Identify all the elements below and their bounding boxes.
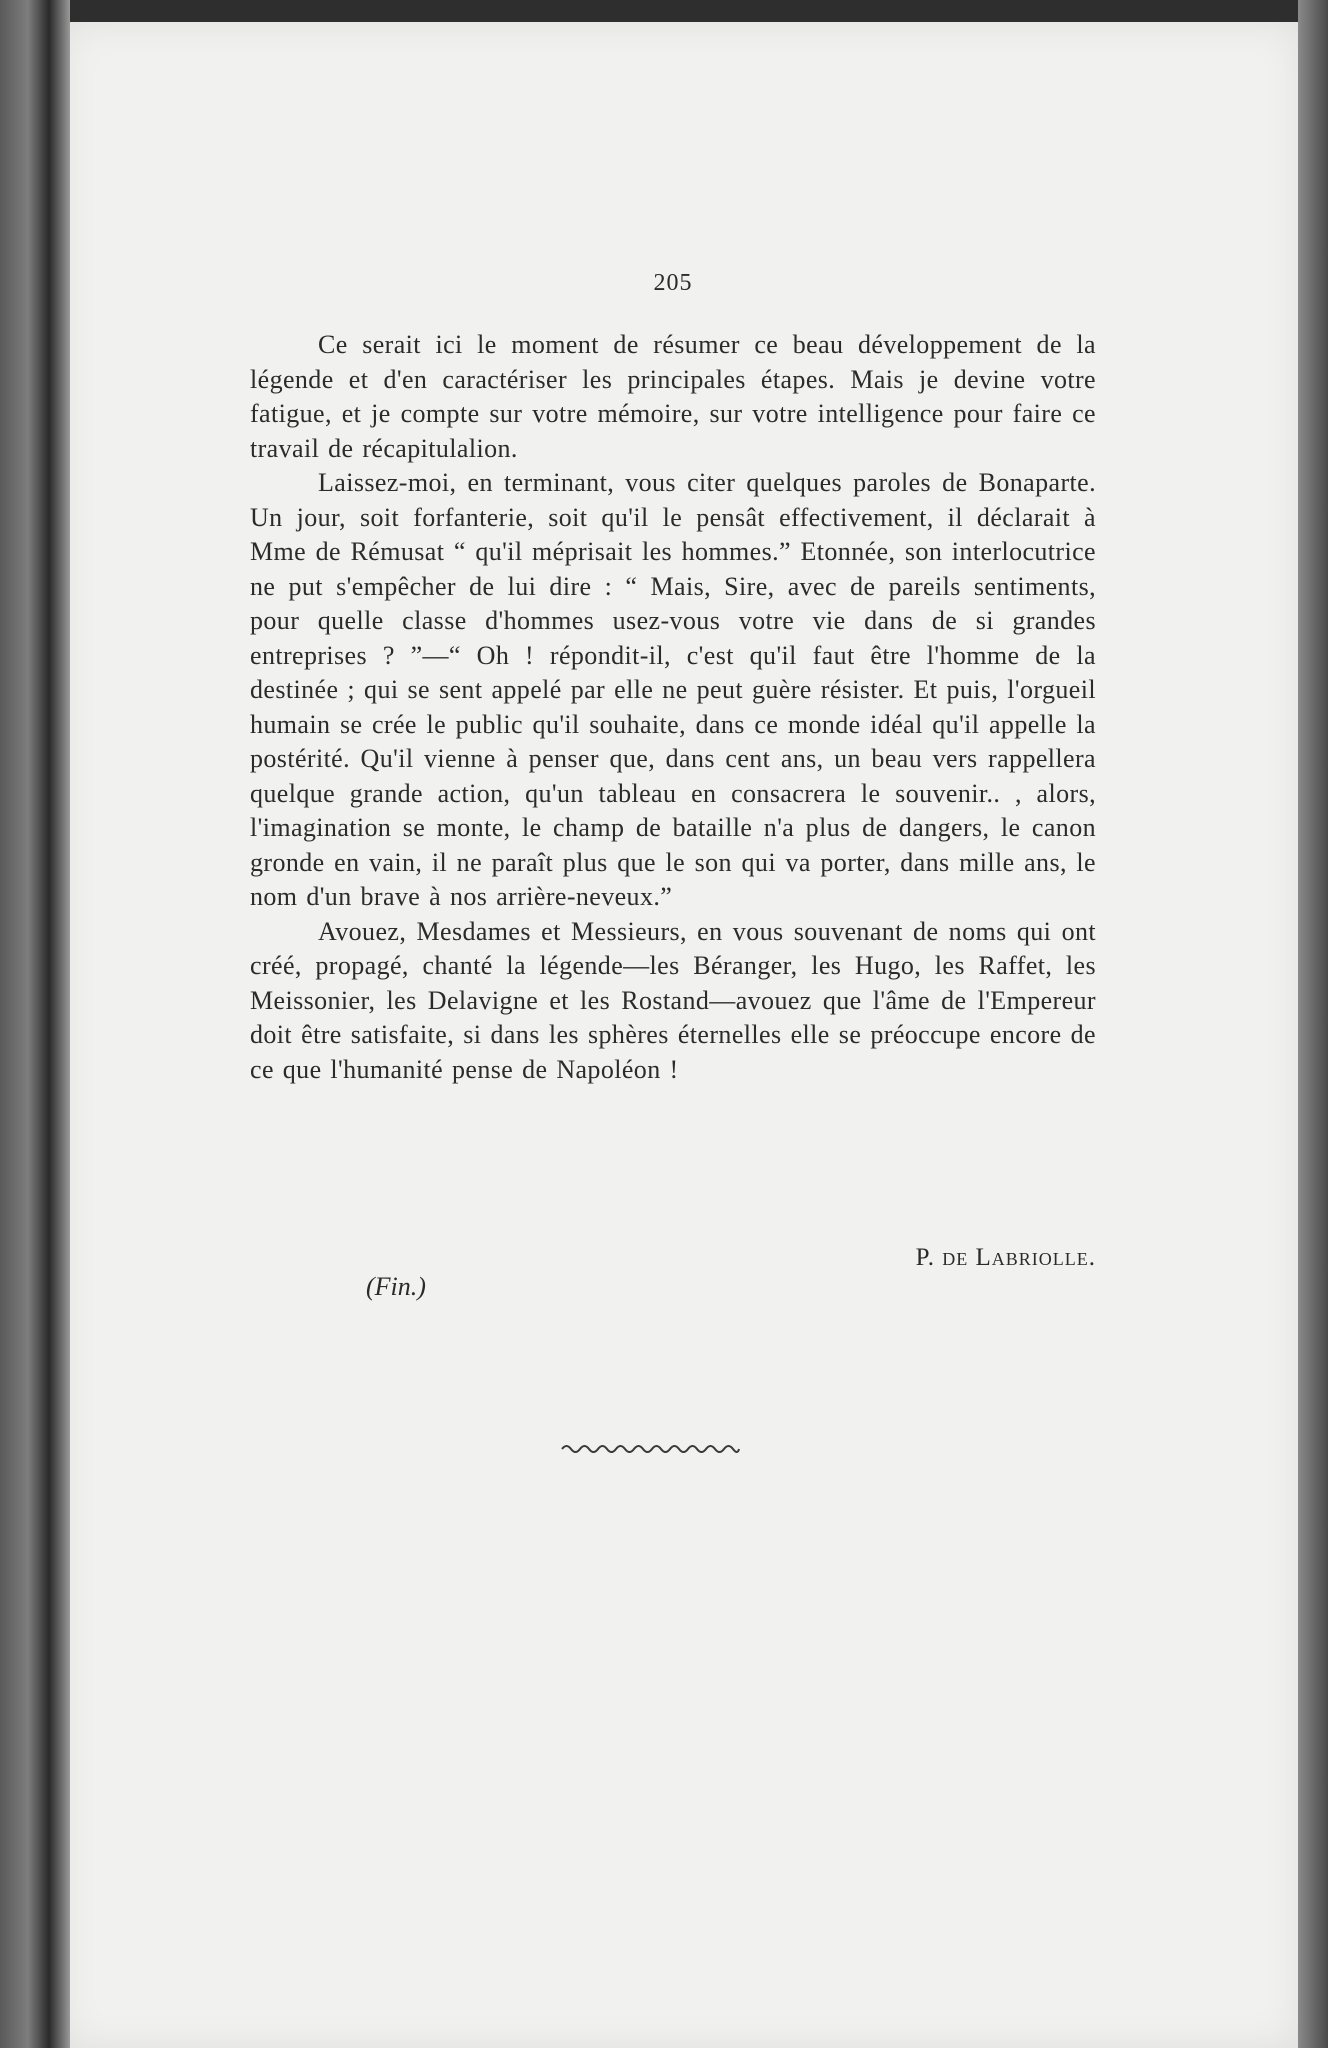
page-number: 205 (653, 270, 693, 296)
author-signature: P. de Labriolle. (915, 1244, 1096, 1271)
paragraph-2: Laissez-moi, en terminant, vous citer quelques paroles de Bonaparte. Un jour, soit forfanterie, soit qu'il le pensât effectivement, il déclarait à Mme de Rémusat “ qu'il méprisait les hommes.” Etonnée, son interlocutrice ne put s'empêcher de lui dire : “ Mais, Sire, avec de pareils sentiments, pour quelle classe d'hommes usez-vous votre vie dans de si grandes entreprises ? ”—“ Oh ! répondit-il, c'est qu'il faut être l'homme de la destinée ; qui se sent appelé par elle ne peut guère résister. Et puis, l'orgueil humain se crée le public qu'il souhaite, dans ce monde idéal qu'il appelle la postérité. Qu'il vienne à penser que, dans cent ans, un beau vers rappellera quelque grande action, qu'un tableau en consacrera le souvenir.. , alors, l'imagination se monte, le champ de bataille n'a plus de dangers, le canon gronde en vain, il ne paraît plus que le son qui va porter, dans mille ans, le nom d'un brave à nos arrière-neveux.” (250, 468, 1096, 911)
body-text (250, 328, 1096, 1087)
book-binding (0, 0, 70, 2048)
wavy-divider-ornament (560, 1442, 740, 1456)
page-stack-edge (1298, 0, 1328, 2048)
paragraph-3: Avouez, Mesdames et Messieurs, en vous souvenant de noms qui ont créé, propagé, chanté la légende—les Béranger, les Hugo, les Raffet, les Meissonier, les Delavigne et les Rostand—avouez que l'âme de l'Empereur doit être satisfaite, si dans les sphères éternelles elle se préoccupe encore de ce que l'humanité pense de Napoléon ! (250, 916, 1096, 1084)
end-mark: (Fin.) (366, 1272, 426, 1301)
paragraph-1: Ce serait ici le moment de résumer ce beau développement de la légende et d'en caractériser les principales étapes. Mais je devine votre fatigue, et je compte sur votre mémoire, sur votre intelligence pour faire ce travail de récapitulalion. (250, 330, 1096, 463)
scan-top-edge (0, 0, 1328, 24)
